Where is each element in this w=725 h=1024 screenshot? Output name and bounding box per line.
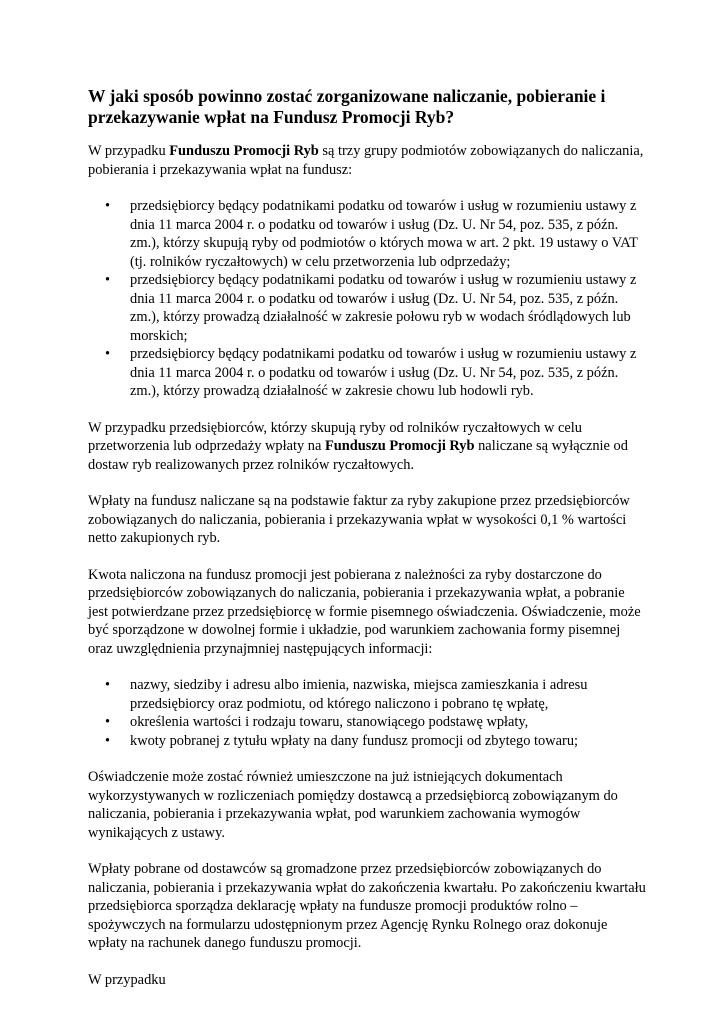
bullet-icon: •	[105, 272, 111, 288]
list-item	[88, 345, 648, 401]
intro-text-before: W przypadku	[88, 143, 170, 159]
trailing-paragraph: W przypadku	[88, 971, 166, 988]
collection-paragraph: Wpłaty pobrane od dostawców są gromadzone przez przedsiębiorców zobowiązanych do naliczania, pobierania i przekazywania wpłat do zakończenia kwartału. Po zakończeniu kwartału przedsiębiorca sporządza deklarację wpłaty na fundusze promocji produktów rolno – spożywczych na formularzu udostępnionym przez Agencję Rynku Rolnego oraz dokonuje wpłaty na rachunek danego funduszu promocji.	[88, 861, 646, 951]
list-item	[88, 197, 648, 271]
list-item-text: przedsiębiorcy będący podatnikami podatku od towarów i usług w rozumieniu ustawy z dnia 11 marca 2004 r. o podatku od towarów i usług (Dz. U. Nr 54, poz. 535, z późn. zm.), którzy prowadzą działalność w zakresie połowu ryb w wodach śródlądowych lub morskich;	[130, 272, 637, 344]
list-item-text: kwoty pobranej z tytułu wpłaty na dany fundusz promocji od zbytego towaru;	[130, 732, 579, 749]
purchase-text-after: naliczane są wyłącznie od dostaw ryb realizowanych przez rolników ryczałtowych.	[88, 438, 628, 473]
intro-text-after: są trzy grupy podmiotów zobowiązanych do naliczania, pobierania i przekazywania wpłat na fundusz:	[88, 143, 644, 178]
bullet-icon: •	[105, 732, 111, 749]
bullet-icon: •	[105, 198, 111, 214]
obligated-groups-list	[88, 197, 648, 401]
purchase-paragraph	[88, 419, 648, 475]
list-item	[88, 676, 648, 713]
list-item-text: przedsiębiorcy będący podatnikami podatku od towarów i usług w rozumieniu ustawy z dnia 11 marca 2004 r. o podatku od towarów i usług (Dz. U. Nr 54, poz. 535, z późn. zm.), którzy prowadzą działalność w zakresie chowu lub hodowli ryb.	[130, 346, 637, 399]
required-info-list	[88, 676, 648, 750]
invoice-paragraph: Wpłaty na fundusz naliczane są na podstawie faktur za ryby zakupione przez przedsiębiorców zobowiązanych do naliczania, pobierania i przekazywania wpłat w wysokości 0,1 % wartości netto zakupionych ryb.	[88, 493, 630, 546]
list-item	[88, 713, 648, 732]
list-item	[88, 732, 648, 751]
list-item-text: nazwy, siedziby i adresu albo imienia, nazwiska, miejsca zamieszkania i adresu przedsiębiorcy oraz podmiotu, od którego naliczono i pobrano tę wpłatę,	[130, 677, 588, 712]
purchase-text-before: W przypadku przedsiębiorców, którzy skupują ryby od rolników ryczałtowych w celu przetworzenia lub odprzedaży wpłaty na	[88, 419, 582, 454]
list-item-text: określenia wartości i rodzaju towaru, stanowiącego podstawę wpłaty,	[130, 714, 529, 730]
bullet-icon: •	[105, 677, 111, 693]
bullet-icon: •	[105, 714, 111, 730]
intro-fund-name: Funduszu Promocji Ryb	[169, 143, 319, 159]
intro-paragraph	[88, 142, 648, 179]
statement-paragraph: Oświadczenie może zostać również umieszczone na już istniejących dokumentach wykorzystywanych w rozliczeniach pomiędzy dostawcą a przedsiębiorcą zobowiązanym do naliczania, pobierania i przekazywania wpłat, pod warunkiem zachowania wymogów wynikających z ustawy.	[88, 769, 618, 841]
list-item-text: przedsiębiorcy będący podatnikami podatku od towarów i usług w rozumieniu ustawy z dnia 11 marca 2004 r. o podatku od towarów i usług (Dz. U. Nr 54, poz. 535, z późn. zm.), którzy skupują ryby od podmiotów o których mowa w art. 2 pkt. 19 ustawy o VAT (tj. rolników ryczałtowych) w celu przetworzenia lub odprzedaży;	[130, 198, 638, 270]
list-item	[88, 271, 648, 345]
purchase-fund-name: Funduszu Promocji Ryb	[324, 438, 475, 454]
document-page	[88, 86, 648, 1007]
bullet-icon: •	[105, 346, 111, 362]
amount-paragraph: Kwota naliczona na fundusz promocji jest pobierana z należności za ryby dostarczone do przedsiębiorców zobowiązanych do naliczania, pobierania i przekazywania wpłat, a pobranie jest potwierdzane przez przedsiębiorcę w formie pisemnego oświadczenia. Oświadczenie, może być sporządzone w dowolnej formie i układzie, pod warunkiem zachowania formy pisemnej oraz uwzględnienia przynajmniej następujących informacji:	[88, 566, 641, 657]
document-heading: W jaki sposób powinno zostać zorganizowane naliczanie, pobieranie i przekazywanie wpłat na Fundusz Promocji Ryb?	[88, 86, 606, 127]
